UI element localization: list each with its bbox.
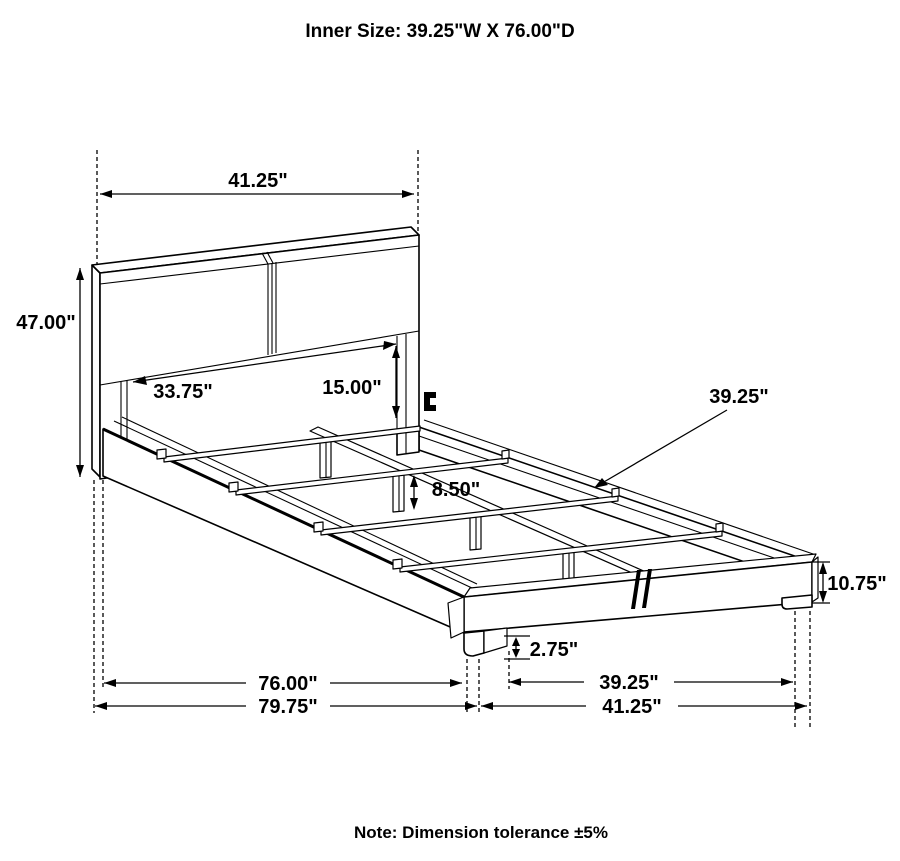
slat-1-end-cap [157, 449, 166, 459]
foot-front [464, 631, 484, 656]
footboard-left-end-face [448, 597, 464, 638]
tolerance-note: Note: Dimension tolerance ±5% [354, 823, 608, 842]
dim-label-panel-to-rail: 15.00" [322, 377, 382, 399]
foot-rear [782, 595, 812, 609]
headboard-left-edge-face [92, 265, 100, 477]
page-title: Inner Size: 39.25"W X 76.00"D [305, 21, 575, 42]
dim-label-slat-spacing: 8.50" [431, 479, 481, 501]
side-rail-left-face [103, 429, 464, 633]
slat-2-end-cap-right [502, 450, 509, 459]
slat-2-end-cap [229, 482, 238, 492]
dim-label-slat-length: 39.25" [709, 386, 769, 408]
dim-label-inner-depth: 76.00" [258, 673, 318, 695]
dim-label-headboard-height: 47.00" [16, 312, 76, 334]
dim-label-side-rail-height: 10.75" [827, 573, 887, 595]
dim-label-inner-width: 39.25" [599, 672, 659, 694]
rail-hook-bracket [424, 392, 436, 411]
dimension-overall-depth [95, 696, 477, 718]
dim-label-overall-depth: 79.75" [258, 696, 318, 718]
foot-front-side-face [484, 628, 507, 653]
dim-label-foot-height: 2.75" [529, 639, 579, 661]
dim-label-overall-width: 41.25" [602, 696, 662, 718]
dimension-slat-length [594, 386, 769, 488]
slat-4-end-cap [393, 559, 402, 569]
dim-label-headboard-width: 41.25" [228, 170, 288, 192]
slat-3-end-cap [314, 522, 323, 532]
dim-label-headboard-inner-width: 33.75" [153, 381, 213, 403]
footboard-right-end-face [812, 557, 818, 602]
headboard-front-face [100, 235, 419, 479]
slat-3-end-cap-right [612, 488, 619, 497]
dimension-headboard-width [100, 170, 414, 198]
dimension-side-rail-height [812, 562, 887, 603]
dimension-foot-height [504, 636, 578, 661]
dimension-headboard-height [16, 268, 84, 477]
dimension-overall-width [481, 696, 807, 718]
slat-4-end-cap-right [716, 523, 723, 532]
dimension-inner-depth [104, 673, 462, 695]
dimension-inner-width [509, 672, 793, 694]
side-rail-right-top-sliver [424, 420, 816, 555]
headboard [92, 227, 436, 479]
